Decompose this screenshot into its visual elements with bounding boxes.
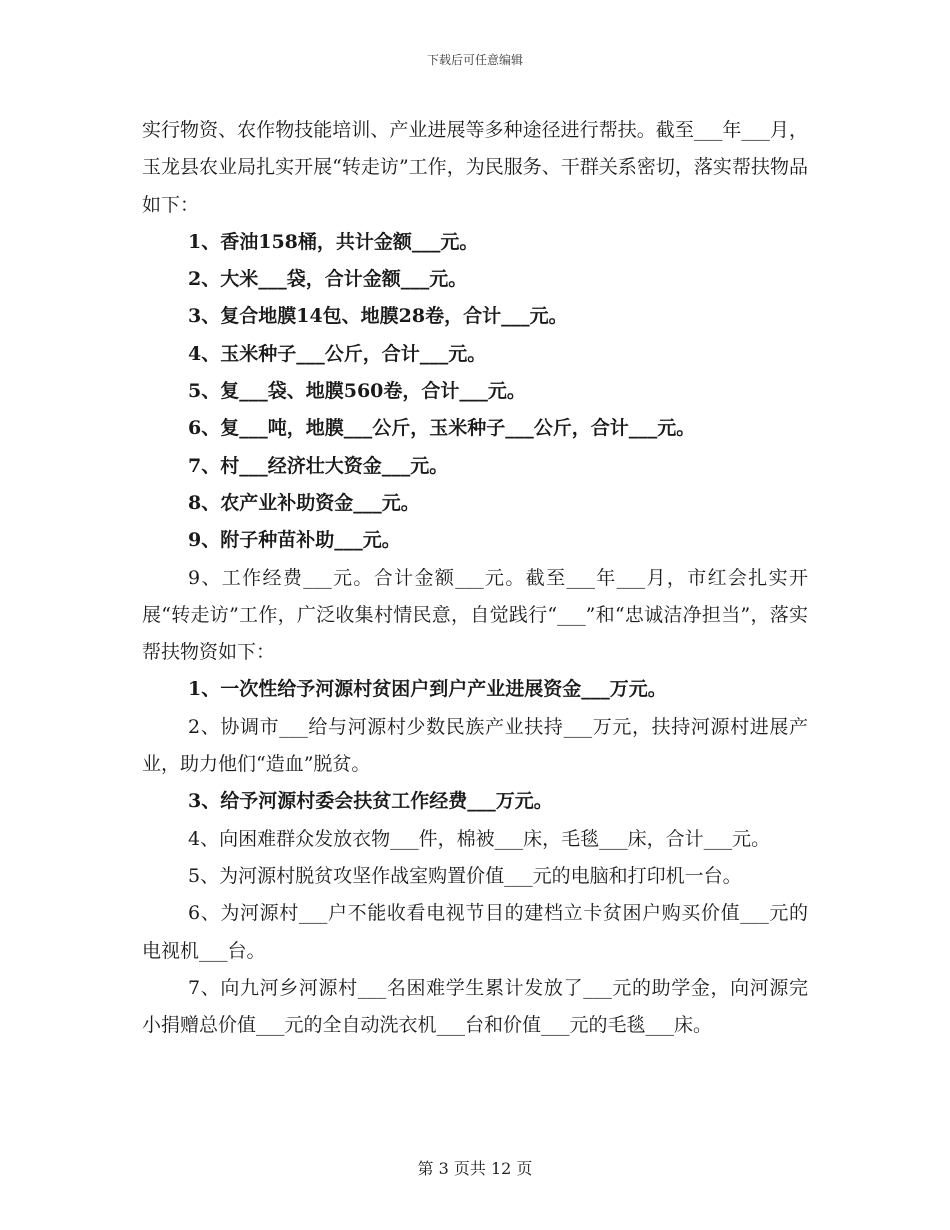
list-item: 2、大米___袋，合计金额___元。 [188,268,468,291]
list-item: 2、协调市___给与河源村少数民族产业扶持___万元，扶持河源村进展产业，助力他们“造血”脱贫。 [142,715,808,776]
list-item: 5、复___袋、地膜560卷，合计___元。 [188,380,526,403]
document-body [142,112,808,1044]
list-item: 3、复合地膜14包、地膜28卷，合计___元。 [188,305,568,328]
list-item: 6、为河源村___户不能收看电视节目的建档立卡贫困户购买价值___元的电视机___台。 [142,902,808,962]
list-item: 1、香油158桶，共计金额___元。 [188,230,479,253]
list-item: 9、附子种苗补助___元。 [188,529,401,552]
list-item: 3、给予河源村委会扶贫工作经费___万元。 [188,790,553,813]
paragraph: 9、工作经费___元。合计金额___元。截至___年___月，市红会扎实开展“转走访”工作，广泛收集村情民意，自觉践行“___”和“忠诚洁净担当”，落实帮扶物资如下： [142,566,808,664]
list-item: 7、村___经济壮大资金___元。 [188,454,449,477]
page-footer: 第 3 页共 12 页 [417,1159,533,1178]
page-header: 下载后可任意编辑 [426,53,523,67]
list-item: 1、一次性给予河源村贫困户到户产业进展资金___万元。 [188,678,667,701]
list-item: 7、向九河乡河源村___名困难学生累计发放了___元的助学金，向河源完小捐赠总价值___元的全自动洗衣机___台和价值___元的毛毯___床。 [142,976,808,1037]
list-item: 4、玉米种子___公斤，合计___元。 [188,342,487,365]
list-item: 6、复___吨，地膜___公斤，玉米种子___公斤，合计___元。 [188,417,696,440]
list-item: 5、为河源村脱贫攻坚作战室购置价值___元的电脑和打印机一台。 [188,864,742,887]
list-item: 8、农产业补助资金___元。 [188,491,420,514]
list-item: 4、向困难群众发放衣物___件，棉被___床，毛毯___床，合计___元。 [188,827,771,850]
paragraph: 实行物资、农作物技能培训、产业进展等多种途径进行帮扶。截至___年___月，玉龙县农业局扎实开展“转走访”工作，为民服务、干群关系密切，落实帮扶物品如下： [142,119,808,216]
